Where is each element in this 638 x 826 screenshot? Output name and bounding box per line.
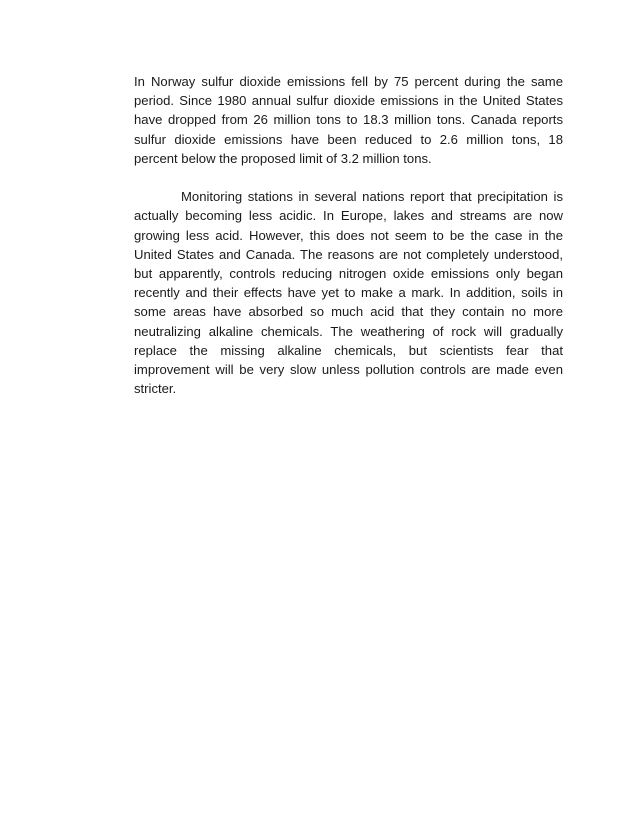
paragraph-monitoring: Monitoring stations in several nations report that precipitation is actually becoming less acidic. In Europe, lakes and streams are now growing less acid. However, this does not seem to be the case in the United States and Canada. The reasons are not completely understood, but apparently, controls reducing nitrogen oxide emissions only began recently and their effects have yet to make a mark. In addition, soils in some areas have absorbed so much acid that they contain no more neutralizing alkaline chemicals. The weathering of rock will gradually replace the missing alkaline chemicals, but scientists fear that improvement will be very slow unless pollution controls are made even stricter. <box>134 189 563 397</box>
document-body <box>134 72 563 398</box>
paragraph-emissions: In Norway sulfur dioxide emissions fell by 75 percent during the same period. Since 1980 annual sulfur dioxide emissions in the United States have dropped from 26 million tons to 18.3 million tons. Canada reports sulfur dioxide emissions have been reduced to 2.6 million tons, 18 percent below the proposed limit of 3.2 million tons. <box>134 74 563 166</box>
